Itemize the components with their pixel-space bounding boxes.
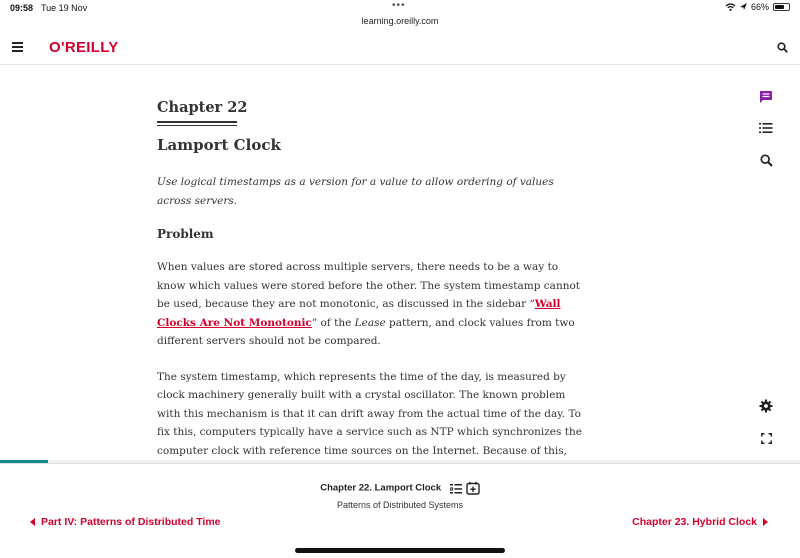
toc-icon[interactable] (450, 483, 462, 494)
paragraph-1-text-end: pattern, and clock values from two different servers should not be compared. (157, 316, 575, 347)
table-of-contents-icon[interactable] (758, 120, 774, 136)
status-date: Tue 19 Nov (41, 3, 88, 13)
book-title: Patterns of Distributed Systems (336, 500, 464, 510)
paragraph-2: The system timestamp, which represents the time of the day, is measured by clock machinery generally built with a crystal oscillator. The known problem with this mechanism is that it can drift away from the actual time of the day. To fix this, computers typically have a service such as NTP which synchronizes the computer clock with reference time sources on the Internet. Because of this, (157, 370, 582, 457)
hamburger-icon[interactable] (12, 42, 23, 55)
oreilly-logo[interactable]: O'REILLY (49, 39, 119, 56)
status-right (725, 2, 790, 12)
wall-clocks-link[interactable]: Wall Clocks Are Not Monotonic (157, 298, 561, 329)
battery-icon (773, 3, 790, 11)
chapter-rule (157, 121, 237, 123)
address-url[interactable]: learning.oreilly.com (361, 16, 439, 26)
fullscreen-icon[interactable] (758, 430, 774, 446)
chevron-left-icon (30, 518, 35, 526)
paragraph-1 (157, 258, 582, 351)
add-playlist-icon[interactable] (466, 481, 480, 495)
battery-percent: 66% (750, 2, 769, 12)
next-chapter-link[interactable] (632, 516, 768, 528)
next-chapter-label[interactable]: Chapter 23. Hybrid Clock (632, 516, 757, 528)
footer-chapter-title[interactable]: Chapter 22. Lamport Clock (320, 482, 442, 494)
chapter-intro: Use logical timestamps as a version for a value to allow ordering of values across servers. (157, 176, 554, 207)
search-icon[interactable] (777, 42, 788, 53)
app-header (0, 30, 800, 65)
chevron-right-icon (763, 518, 768, 526)
chapter-title: Lamport Clock (157, 136, 281, 154)
chapter-content (157, 97, 582, 479)
lease-emphasis: Lease (354, 316, 386, 329)
chapter-rule-thin (157, 125, 237, 126)
footer-chapter (0, 481, 800, 495)
status-bar (0, 0, 800, 16)
previous-chapter-link[interactable] (30, 516, 221, 528)
gear-icon[interactable] (758, 398, 774, 414)
multitasking-dots[interactable]: ••• (392, 0, 406, 11)
status-time: 09:58 (10, 3, 34, 13)
search-icon[interactable] (758, 152, 774, 168)
paragraph-1-text-mid: ” of the (311, 316, 355, 329)
paragraph-1-text: When values are stored across multiple servers, there needs to be a way to know which values were stored before the other. The system timestamp cannot be used, because they are not monotonic, as discussed in the sidebar “ (157, 261, 581, 310)
location-icon (740, 3, 747, 11)
previous-chapter-label[interactable]: Part IV: Patterns of Distributed Time (41, 516, 221, 528)
problem-heading: Problem (157, 227, 214, 241)
chapter-label: Chapter 22 (157, 99, 248, 116)
chapter-footer (0, 463, 800, 558)
notes-icon[interactable] (758, 89, 774, 105)
wifi-icon (725, 3, 736, 11)
home-indicator[interactable] (295, 548, 505, 553)
